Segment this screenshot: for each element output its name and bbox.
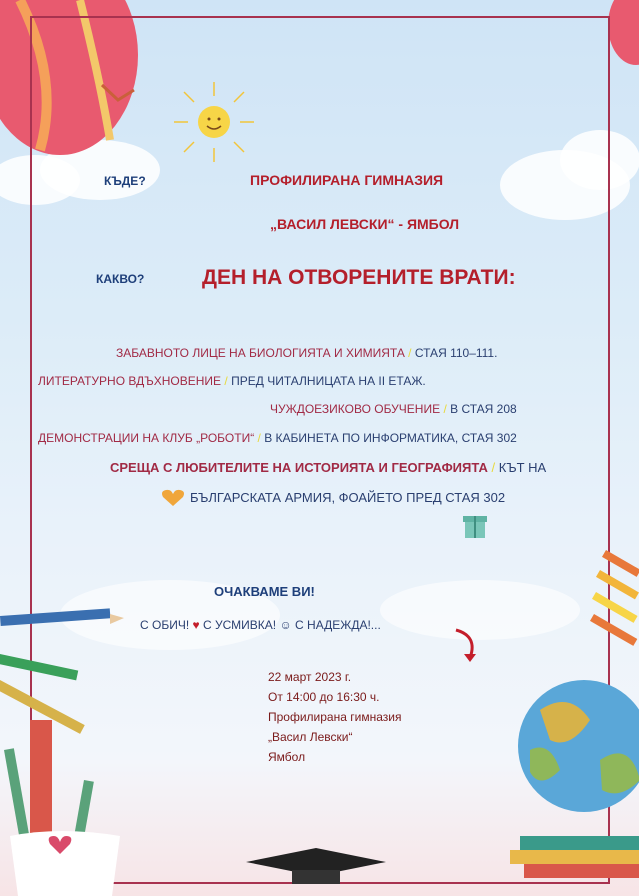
school-supplies-left	[0, 600, 140, 896]
activity-item: ЧУЖДОЕЗИКОВО ОБУЧЕНИЕ / В СТАЯ 208	[270, 402, 517, 416]
school-name-line2: „ВАСИЛ ЛЕВСКИ“ - ЯМБОЛ	[270, 216, 460, 232]
what-label: КАКВО?	[96, 272, 145, 286]
activity-item-continuation: БЪЛГАРСКАТА АРМИЯ, ФОАЙЕТО ПРЕД СТАЯ 302	[190, 490, 506, 505]
activity-item: ЗАБАВНОТО ЛИЦЕ НА БИОЛОГИЯТА И ХИМИЯТА / СТАЯ 110–111.	[116, 346, 498, 360]
event-date: 22 март 2023 г.	[268, 670, 352, 684]
curved-arrow-icon	[452, 626, 482, 666]
graduation-cap-icon	[236, 846, 396, 886]
venue-school: Профилирана гимназия	[268, 710, 402, 724]
small-heart-icon: ♥	[192, 618, 200, 632]
sun-icon	[172, 80, 256, 164]
closing-heading: ОЧАКВАМЕ ВИ!	[214, 584, 315, 599]
frame-border-top	[30, 16, 610, 18]
event-title: ДЕН НА ОТВОРЕНИТЕ ВРАТИ:	[202, 266, 516, 289]
globe-and-pencils-right	[510, 540, 639, 896]
where-label: КЪДЕ?	[104, 174, 146, 188]
activity-item: ДЕМОНСТРАЦИИ НА КЛУБ „РОБОТИ“ / В КАБИНЕТА ПО ИНФОРМАТИКА, СТАЯ 302	[38, 431, 517, 445]
activity-item: ЛИТЕРАТУРНО ВДЪХНОВЕНИЕ / ПРЕД ЧИТАЛНИЦАТА НА II ЕТАЖ.	[38, 374, 426, 388]
hot-air-balloon-right	[606, 0, 639, 70]
bird-icon	[100, 80, 136, 110]
event-time: От 14:00 до 16:30 ч.	[268, 690, 380, 704]
closing-line: С ОБИЧ! ♥ С УСМИВКА! ☺ С НАДЕЖДА!...	[140, 618, 381, 632]
venue-school-name: „Васил Левски“	[268, 730, 353, 744]
gift-icon	[462, 510, 488, 540]
school-name-line1: ПРОФИЛИРАНА ГИМНАЗИЯ	[250, 172, 444, 188]
smiley-icon: ☺	[279, 618, 292, 632]
activity-item: СРЕЩА С ЛЮБИТЕЛИТЕ НА ИСТОРИЯТА И ГЕОГРАФИЯТА / КЪТ НА	[110, 460, 547, 475]
venue-city: Ямбол	[268, 750, 306, 764]
heart-icon	[160, 488, 186, 508]
